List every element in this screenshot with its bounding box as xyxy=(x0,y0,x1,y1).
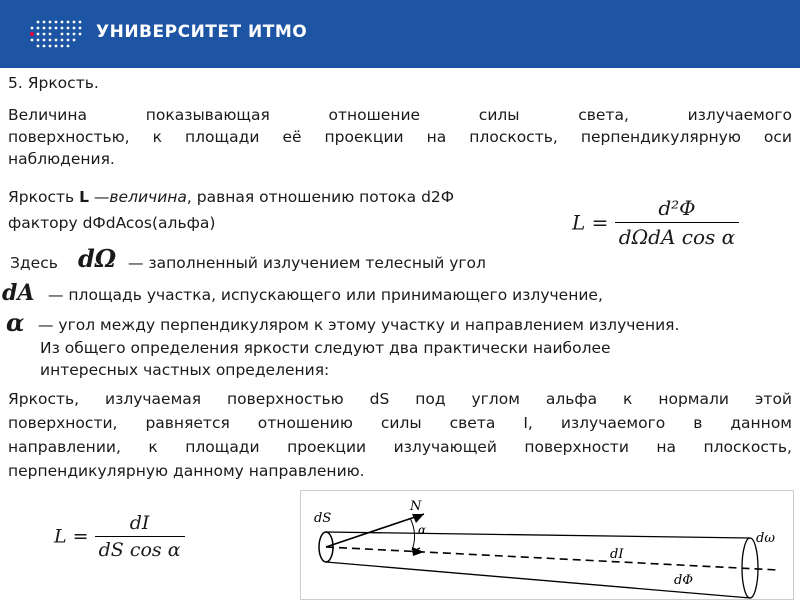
brightness-formula xyxy=(572,196,739,249)
alpha-text: — угол между перпендикуляром к этому участку и направлением излучения. xyxy=(38,316,680,334)
brightness-dash: — xyxy=(93,188,110,206)
brightness-italic: величина xyxy=(109,188,187,206)
formula2-numerator: dI xyxy=(95,512,185,537)
formula1-numerator: d²Φ xyxy=(615,196,739,223)
general-line-1: Из общего определения яркости следуют два практически наиболее xyxy=(40,339,611,357)
formula1-denominator: dΩdA cos α xyxy=(618,225,736,249)
brand-name: УНИВЕРСИТЕТ ИТМО xyxy=(96,22,308,42)
brightness-diagram xyxy=(300,490,794,600)
general-line-2: интересных частных определения: xyxy=(40,361,330,379)
brightness-line-1 xyxy=(8,186,454,208)
label-dS: dS xyxy=(314,511,332,526)
label-N: N xyxy=(410,499,422,514)
area-symbol: dA xyxy=(2,280,35,306)
brightness-line-2: фактору dФdAcos(альфа) xyxy=(8,214,216,232)
brightness-rest: , равная отношению потока d2Ф xyxy=(186,188,455,206)
solid-angle-text: — заполненный излучением телесный угол xyxy=(128,254,486,272)
label-dI: dI xyxy=(610,547,624,562)
area-text: — площадь участка, испускающего или принимающего излучение, xyxy=(48,286,603,304)
label-domega: dω xyxy=(756,531,775,546)
definition-line-2: поверхностью, к площади её проекции на плоскость, перпендикулярную оси xyxy=(8,128,792,146)
definition-line-1: Величина показывающая отношение силы света, излучаемого xyxy=(8,106,792,124)
brightness-symbol: L xyxy=(79,188,89,206)
itmo-logo-icon xyxy=(28,18,88,50)
particular-line-4: перпендикулярную данному направлению. xyxy=(8,462,365,480)
alpha-symbol: α xyxy=(6,308,25,337)
label-dPhi: dΦ xyxy=(674,573,693,588)
section-title: 5. Яркость. xyxy=(8,74,99,92)
particular-line-3: направлении, к площади проекции излучающей поверхности на плоскость, xyxy=(8,438,792,456)
diagram-frame xyxy=(301,491,794,600)
header-bar xyxy=(0,0,800,68)
solid-angle-symbol: dΩ xyxy=(78,244,117,273)
definition-line-3: наблюдения. xyxy=(8,150,115,168)
intensity-formula xyxy=(54,512,185,561)
formula2-lhs: L = xyxy=(54,525,89,548)
here-label: Здесь xyxy=(10,254,58,272)
formula2-denominator: dS cos α xyxy=(98,539,181,561)
formula1-lhs: L = xyxy=(572,210,609,235)
brightness-word: Яркость xyxy=(8,188,75,206)
particular-line-2: поверхности, равняется отношению силы света I, излучаемого в данном xyxy=(8,414,792,432)
particular-line-1: Яркость, излучаемая поверхностью dS под углом альфа к нормали этой xyxy=(8,390,792,408)
label-alpha: α xyxy=(418,523,427,537)
